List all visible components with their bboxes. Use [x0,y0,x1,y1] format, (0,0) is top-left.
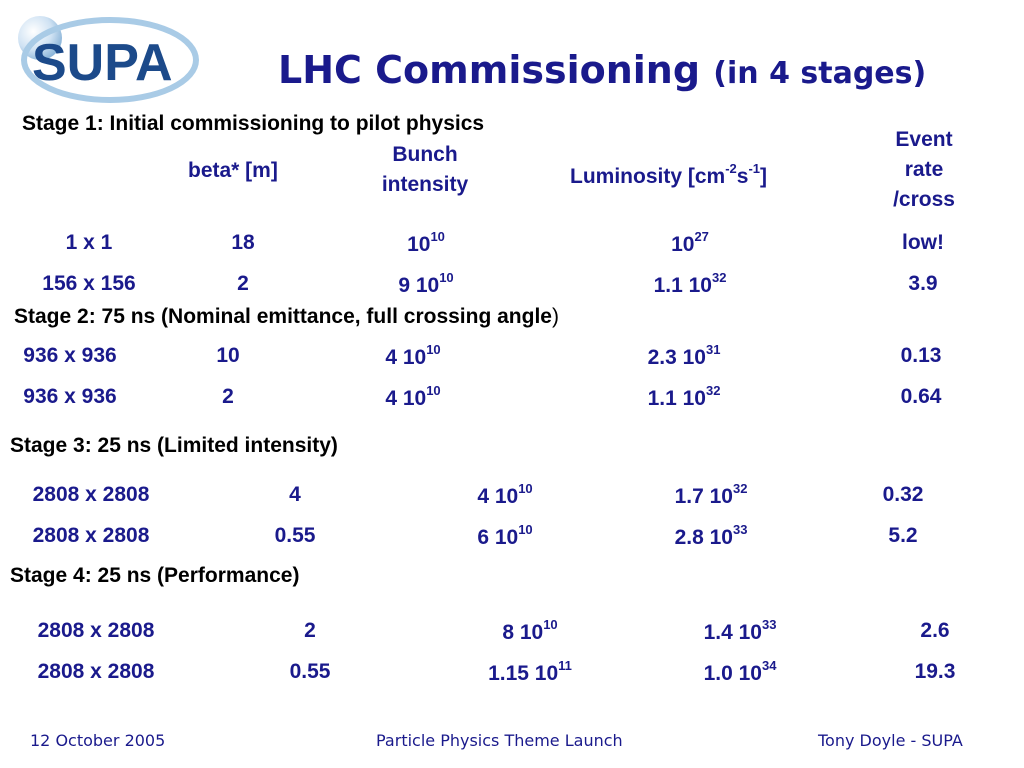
table-cell: 1.7 $10^{32}$ [674,481,748,508]
title-main: LHC Commissioning [278,48,701,92]
stage-1-label: Stage 1: Initial commissioning to pilot physics [22,112,485,135]
page-title [278,48,926,92]
table-cell: 19.3 [914,660,956,683]
table-cell: low! [902,231,944,254]
table-cell: 4 $10^{10}$ [477,481,533,508]
table-cell: 9 $10^{10}$ [398,270,454,297]
table-cell: 0.55 [274,524,316,547]
table-cell: 10 [216,344,240,367]
table-cell: 2808 x 2808 [32,483,150,506]
footer-author: Tony Doyle - SUPA [818,731,963,750]
table-cell: 3.9 [908,272,938,295]
table-cell: 0.55 [289,660,331,683]
footer-event: Particle Physics Theme Launch [376,731,623,750]
logo-text: SUPA [32,34,173,92]
footer-date: 12 October 2005 [30,731,166,750]
header-event-rate: Event rate /cross [893,128,955,211]
table-cell: 936 x 936 [23,344,117,367]
table-cell: 2808 x 2808 [32,524,150,547]
supa-logo [10,8,200,104]
table-cell: $10^{10}$ [407,229,445,256]
table-cell: 2.8 $10^{33}$ [674,522,748,549]
table-cell: 2.6 [920,619,950,642]
stage-3-label: Stage 3: 25 ns (Limited intensity) [10,434,338,457]
table-cell: 1.4 $10^{33}$ [703,617,777,644]
table-cell: 2 [237,272,249,295]
table-cell: 4 $10^{10}$ [385,383,441,410]
table-cell: 2.3 $10^{31}$ [647,342,721,369]
stage-2-label: Stage 2: 75 ns (Nominal emittance, full crossing angle) [14,305,559,328]
title-sub: (in 4 stages) [713,56,927,91]
table-cell: 936 x 936 [23,385,117,408]
table-cell: 2808 x 2808 [37,660,155,683]
table-cell: 18 [231,231,255,254]
header-bunch-intensity: Bunch intensity [381,143,469,196]
table-cell: 0.32 [882,483,924,506]
table-cell: 1.1 $10^{32}$ [653,270,727,297]
table-cell: 0.64 [900,385,942,408]
table-cell: 1.0 $10^{34}$ [703,658,777,685]
table-cell: 4 [289,483,301,506]
table-cell: 1 x 1 [65,231,113,254]
table-cell: 6 $10^{10}$ [477,522,533,549]
table-cell: 0.13 [900,344,942,367]
table-cell: 4 $10^{10}$ [385,342,441,369]
header-beta: beta* [m] [188,159,278,182]
stage-4-label: Stage 4: 25 ns (Performance) [10,564,300,587]
table-cell: 2 [222,385,234,408]
header-luminosity: Luminosity $[cm^{-2}s^{-1}]$ [570,161,767,188]
table-cell: 1.1 $10^{32}$ [647,383,721,410]
table-cell: $10^{27}$ [671,229,709,256]
table-cell: 5.2 [888,524,918,547]
table-cell: 156 x 156 [42,272,136,295]
table-cell: 2 [304,619,316,642]
table-cell: 2808 x 2808 [37,619,155,642]
table-cell: 8 $10^{10}$ [502,617,558,644]
table-cell: 1.15 $10^{11}$ [488,658,572,685]
